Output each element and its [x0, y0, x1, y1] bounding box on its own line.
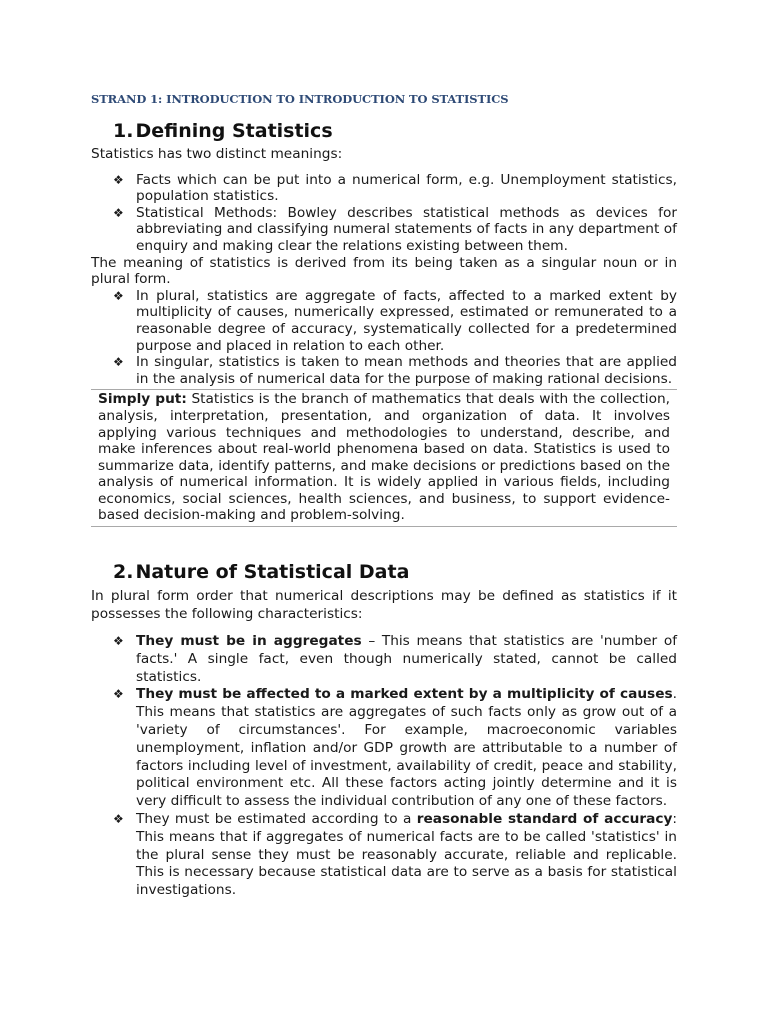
list-item-bold: They must be in aggregates: [136, 633, 362, 650]
section-2-number: 2.: [113, 561, 134, 584]
list-item-text: In plural, statistics are aggregate of facts, affected to a marked extent by multiplicity of causes, numerically expressed, estimated or remunerated to a reasonable degree of accuracy, systematically collected for a predetermined purpose and placed in relation to each other.: [136, 287, 677, 354]
section-1-heading: [113, 120, 677, 142]
list-item-pre: They must be estimated according to a: [136, 811, 417, 828]
section-2-intro: In plural form order that numerical descriptions may be defined as statistics if it possesses the following characteristics:: [91, 588, 677, 623]
simply-put-paragraph: [98, 391, 670, 524]
list-item: [113, 811, 677, 900]
section-1-intro: Statistics has two distinct meanings:: [91, 146, 343, 162]
document-content: [91, 92, 677, 900]
diamond-bullet-icon: ❖: [113, 288, 124, 303]
simply-put-box: [91, 389, 677, 527]
diamond-bullet-icon: ❖: [113, 812, 124, 827]
strand-heading: STRAND 1: INTRODUCTION TO INTRODUCTION TO STATISTICS: [91, 92, 509, 106]
simply-put-label: Simply put:: [98, 391, 187, 408]
meanings-list: [91, 172, 677, 255]
list-item: [113, 354, 677, 387]
diamond-bullet-icon: ❖: [113, 172, 124, 187]
list-item-post: – This means that statistics are 'number of facts.' A single fact, even though numerically stated, cannot be called statistics.: [136, 633, 678, 685]
list-item-text: In singular, statistics is taken to mean methods and theories that are applied in the analysis of numerical data for the purpose of making rational decisions.: [136, 354, 677, 387]
list-item: [113, 205, 677, 255]
diamond-bullet-icon: ❖: [113, 355, 124, 370]
diamond-bullet-icon: ❖: [113, 205, 124, 220]
section-nature-of-statistical-data: [91, 561, 677, 900]
section-1-number: 1.: [113, 120, 134, 142]
section-1-title: Defining Statistics: [135, 120, 333, 142]
list-item-bold: reasonable standard of accuracy: [416, 811, 673, 828]
singular-plural-list: [91, 288, 677, 388]
list-item-text: Facts which can be put into a numerical form, e.g. Unemployment statistics, population statistics.: [136, 171, 677, 205]
simply-put-text: Statistics is the branch of mathematics that deals with the collection, analysis, interpretation, presentation, and organization of data. It involves applying various techniques and methodologies to understand, describe, and make inferences about real-world phenomena based on data. Statistics is used to summarize data, identify patterns, and make decisions or predictions based on the analysis of numerical information. It is widely applied in various fields, including economics, social sciences, health sciences, and business, to support evidence-based decision-making and problem-solving.: [98, 391, 670, 524]
list-item: [113, 633, 677, 686]
section-defining-statistics: [91, 120, 677, 527]
diamond-bullet-icon: ❖: [113, 634, 124, 649]
characteristics-list: [91, 633, 677, 900]
list-item-post: . This means that statistics are aggregates of such facts only as grow out of a 'variety of circumstances'. For example, macroeconomic variables unemployment, inflation and/or GDP growth are attributable to a number of factors including level of investment, availability of credit, peace and stability, political environment etc. All these factors acting jointly determine and it is very difficult to assess the individual contribution of any one of these factors.: [136, 686, 677, 810]
diamond-bullet-icon: ❖: [113, 687, 124, 702]
list-item: [113, 686, 677, 811]
list-item: [113, 288, 677, 354]
section-1-middle-paragraph: The meaning of statistics is derived from its being taken as a singular noun or in plural form.: [91, 254, 677, 288]
list-item-text: Statistical Methods: Bowley describes statistical methods as devices for abbreviating and classifying numeral statements of facts in any department of enquiry and making clear the relations existing between them.: [136, 204, 677, 254]
list-item: [113, 172, 677, 205]
section-2-title: Nature of Statistical Data: [135, 561, 410, 584]
section-2-heading: [113, 561, 677, 583]
list-item-bold: They must be affected to a marked extent by a multiplicity of causes: [136, 686, 673, 703]
list-item-post: : This means that if aggregates of numerical facts are to be called 'statistics' in the plural sense they must be reasonably accurate, reliable and replicable. This is necessary because statistical data are to serve as a basis for statistical investigations.: [136, 811, 677, 899]
